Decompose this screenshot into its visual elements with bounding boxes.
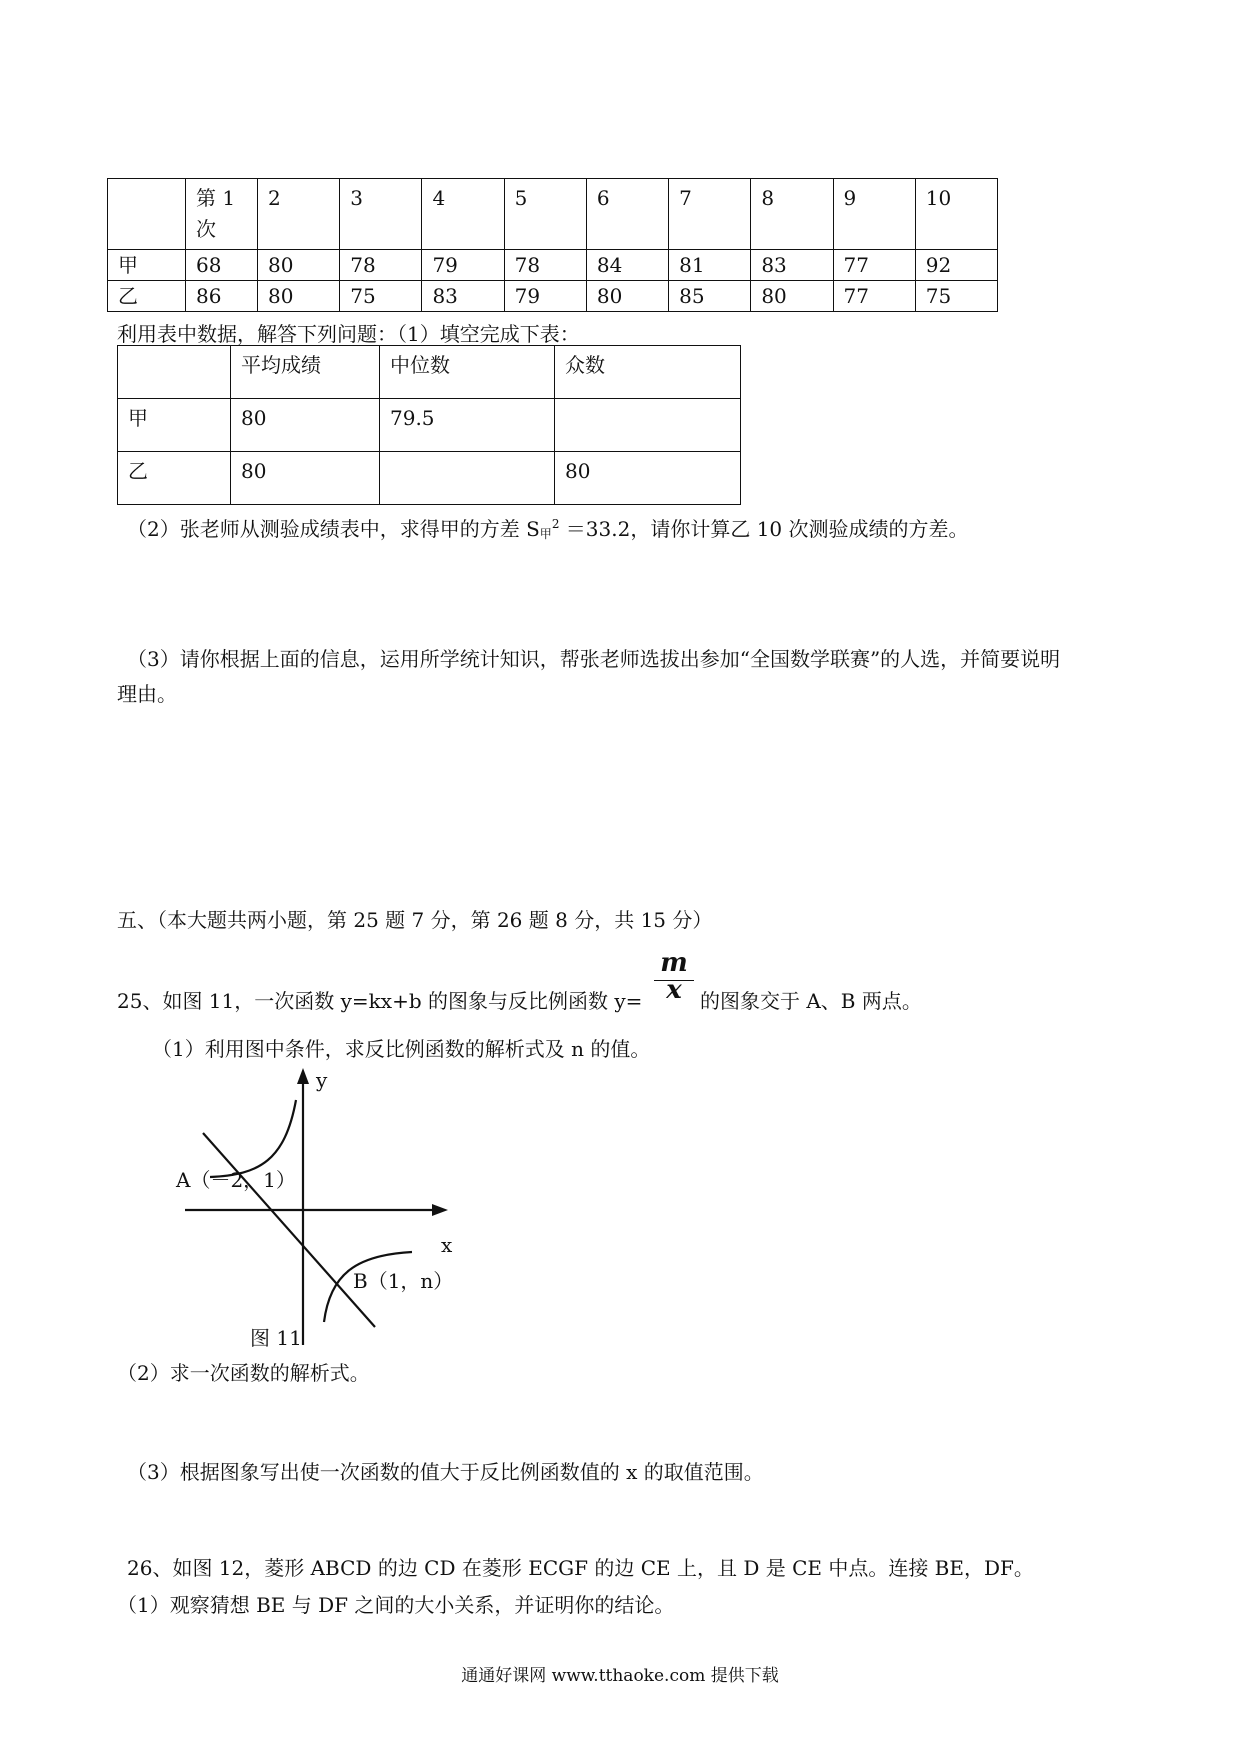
score-cell: 92: [915, 250, 997, 281]
score-cell: 85: [669, 281, 751, 312]
figure-11: [150, 1060, 453, 1360]
mean-cell: 80: [231, 452, 380, 505]
median-cell: [380, 452, 555, 505]
score-cell: 80: [258, 250, 340, 281]
score-cell: 80: [258, 281, 340, 312]
x-axis-arrow: [432, 1204, 448, 1216]
point-b-label: B（1，n）: [353, 1269, 454, 1293]
row-name: 乙: [118, 452, 231, 505]
p26-text: 26、如图 12，菱形 ABCD 的边 CD 在菱形 ECGF 的边 CE 上，且 D 是 CE 中点。连接 BE，DF。: [127, 1556, 1034, 1580]
p25-q3: （3）根据图象写出使一次函数的值大于反比例函数值的 x 的取值范围。: [127, 1460, 764, 1484]
score-cell: 79: [422, 250, 504, 281]
score-cell: 84: [586, 250, 668, 281]
score-cell: 75: [340, 281, 422, 312]
header-cell: 7: [669, 179, 751, 250]
header-cell: 6: [586, 179, 668, 250]
p25-q1: （1）利用图中条件，求反比例函数的解析式及 n 的值。: [152, 1037, 651, 1061]
score-cell: 80: [586, 281, 668, 312]
mode-cell: [555, 399, 741, 452]
row-name: 甲: [118, 399, 231, 452]
section-heading: 五、（本大题共两小题，第 25 题 7 分，第 26 题 8 分，共 15 分）: [117, 908, 713, 932]
p26-q1: （1）观察猜想 BE 与 DF 之间的大小关系，并证明你的结论。: [117, 1593, 675, 1617]
point-a-label: A（－2，1）: [176, 1168, 296, 1192]
header-cell: 平均成绩: [231, 346, 380, 399]
fraction: [654, 948, 694, 1005]
q2-prefix: （2）张老师从测验成绩表中，求得甲的方差 S: [127, 517, 540, 541]
q3-line1: （3）请你根据上面的信息，运用所学统计知识，帮张老师选拔出参加“全国数学联赛”的人选，并简要说明: [127, 647, 1061, 671]
stats-table: [117, 345, 741, 505]
header-cell: 第 1 次: [186, 179, 258, 250]
score-cell: 78: [340, 250, 422, 281]
p25-text: [117, 985, 642, 1014]
score-cell: 78: [504, 250, 586, 281]
score-cell: 79: [504, 281, 586, 312]
y-axis-arrow: [297, 1068, 309, 1084]
q2-subscript: 甲: [539, 527, 552, 541]
header-cell: 8: [751, 179, 833, 250]
fraction-numerator: m: [660, 948, 688, 978]
median-cell: 79.5: [380, 399, 555, 452]
row-name: 甲: [108, 250, 186, 281]
header-cell: 5: [504, 179, 586, 250]
header-cell: [108, 179, 186, 250]
p25-suffix: 的图象交于 A、B 两点。: [700, 989, 922, 1013]
header-cell: 众数: [555, 346, 741, 399]
linear-function-line: [203, 1133, 375, 1327]
mode-cell: 80: [555, 452, 741, 505]
header-cell: [118, 346, 231, 399]
table-row: [118, 452, 741, 505]
score-cell: 86: [186, 281, 258, 312]
table-row: [118, 399, 741, 452]
figure-caption: 图 11: [250, 1326, 302, 1350]
header-cell: 中位数: [380, 346, 555, 399]
score-cell: 81: [669, 250, 751, 281]
scores-header-row: [108, 179, 998, 250]
score-cell: 75: [915, 281, 997, 312]
fraction-denominator: x: [666, 975, 682, 1005]
row-name: 乙: [108, 281, 186, 312]
score-cell: 77: [833, 250, 915, 281]
header-cell: 4: [422, 179, 504, 250]
q3-line2: 理由。: [117, 682, 177, 706]
y-axis-label: y: [316, 1068, 328, 1092]
score-cell: 68: [186, 250, 258, 281]
header-cell: 9: [833, 179, 915, 250]
score-cell: 83: [751, 250, 833, 281]
header-cell: 3: [340, 179, 422, 250]
table-row: [108, 281, 998, 312]
mean-cell: 80: [231, 399, 380, 452]
score-cell: 83: [422, 281, 504, 312]
header-cell: 2: [258, 179, 340, 250]
p25-prefix: 25、如图 11，一次函数 y=kx+b 的图象与反比例函数 y=: [117, 989, 643, 1013]
score-cell: 77: [833, 281, 915, 312]
header-cell: 10: [915, 179, 997, 250]
p25-q2: （2）求一次函数的解析式。: [117, 1361, 370, 1385]
q1-text: 利用表中数据，解答下列问题：（1）填空完成下表：: [117, 322, 580, 346]
score-cell: 80: [751, 281, 833, 312]
footer: 通通好课网 www.tthaoke.com 提供下载: [461, 1666, 779, 1686]
stats-header-row: [118, 346, 741, 399]
x-axis-label: x: [441, 1233, 453, 1257]
q2-text: [127, 513, 969, 542]
table-row: [108, 250, 998, 281]
q2-superscript: 2: [551, 517, 560, 531]
q2-suffix: ＝33.2，请你计算乙 10 次测验成绩的方差。: [559, 517, 969, 541]
scores-table: [107, 178, 998, 312]
